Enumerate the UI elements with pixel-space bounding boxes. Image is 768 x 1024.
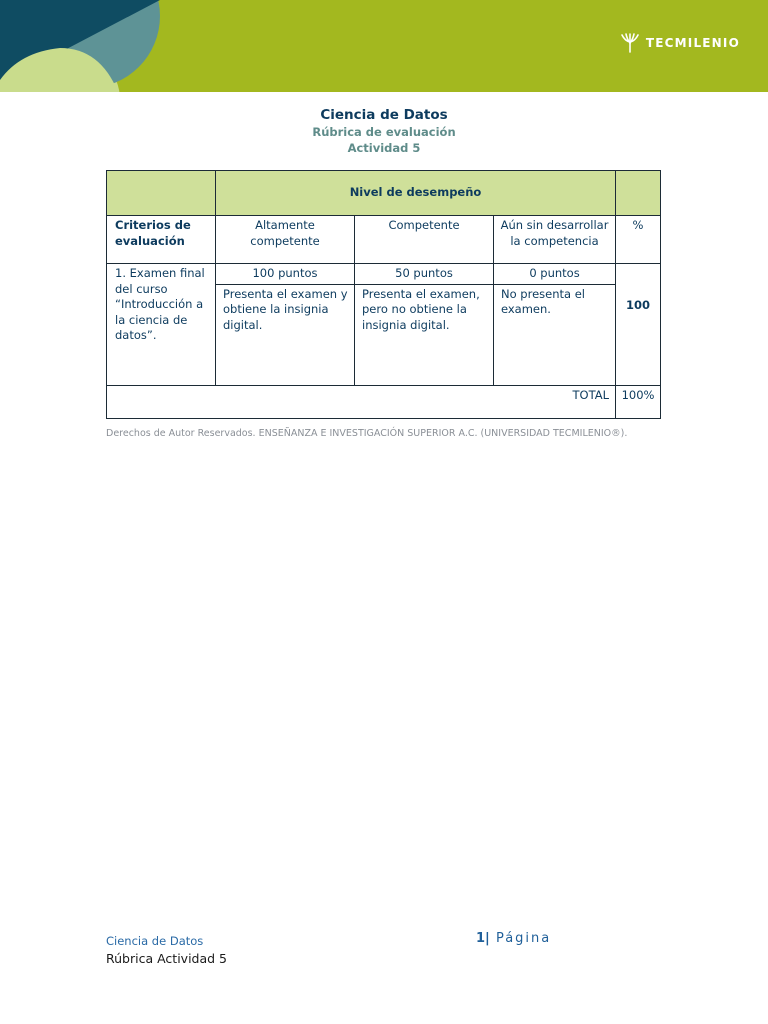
points-cell: 100 puntos — [216, 264, 355, 285]
points-cell: 50 puntos — [355, 264, 494, 285]
page-header — [0, 0, 768, 92]
level-header-sin-desarrollar: Aún sin desarrollar la competencia — [494, 216, 616, 264]
empty-header-cell — [616, 171, 661, 216]
page-number: 1 — [476, 931, 486, 946]
table-row — [107, 264, 661, 285]
criterios-header: Criterios de evaluación — [107, 216, 216, 264]
footer-course: Ciencia de Datos — [106, 934, 204, 948]
footer-left — [106, 933, 227, 967]
table-row — [107, 385, 661, 418]
page-separator: | — [485, 931, 490, 946]
description-cell: Presenta el examen, pero no obtiene la insignia digital. — [355, 284, 494, 385]
nivel-desempeno-header: Nivel de desempeño — [216, 171, 616, 216]
criterion-cell: 1. Examen final del curso “Introducción a la ciencia de datos”. — [107, 264, 216, 386]
page-indicator — [476, 931, 551, 946]
level-header-altamente: Altamente competente — [216, 216, 355, 264]
table-row — [107, 171, 661, 216]
table-row — [107, 216, 661, 264]
course-title: Ciencia de Datos — [320, 107, 448, 123]
total-label: TOTAL — [107, 385, 616, 418]
empty-header-cell — [107, 171, 216, 216]
weight-cell: 100 — [616, 264, 661, 386]
description-cell: No presenta el examen. — [494, 284, 616, 385]
rubric-subtitle: Rúbrica de evaluación — [312, 125, 456, 139]
tecmilenio-logo — [620, 33, 740, 53]
description-cell: Presenta el examen y obtiene la insignia digital. — [216, 284, 355, 385]
footer-document: Rúbrica Actividad 5 — [106, 951, 228, 966]
activity-subtitle: Actividad 5 — [347, 141, 421, 155]
header-decoration — [0, 0, 160, 92]
tecmilenio-tree-icon — [620, 33, 640, 53]
total-value: 100% — [616, 385, 661, 418]
percent-header: % — [616, 216, 661, 264]
page-word: Página — [495, 931, 552, 946]
level-header-competente: Competente — [355, 216, 494, 264]
points-cell: 0 puntos — [494, 264, 616, 285]
logo-text: TECMILENIO — [645, 36, 740, 50]
document-titles — [0, 106, 768, 156]
copyright-notice: Derechos de Autor Reservados. ENSEÑANZA E INVESTIGACIÓN SUPERIOR A.C. (UNIVERSIDAD TECMILENIO®). — [106, 428, 628, 439]
rubric-table — [106, 170, 661, 419]
